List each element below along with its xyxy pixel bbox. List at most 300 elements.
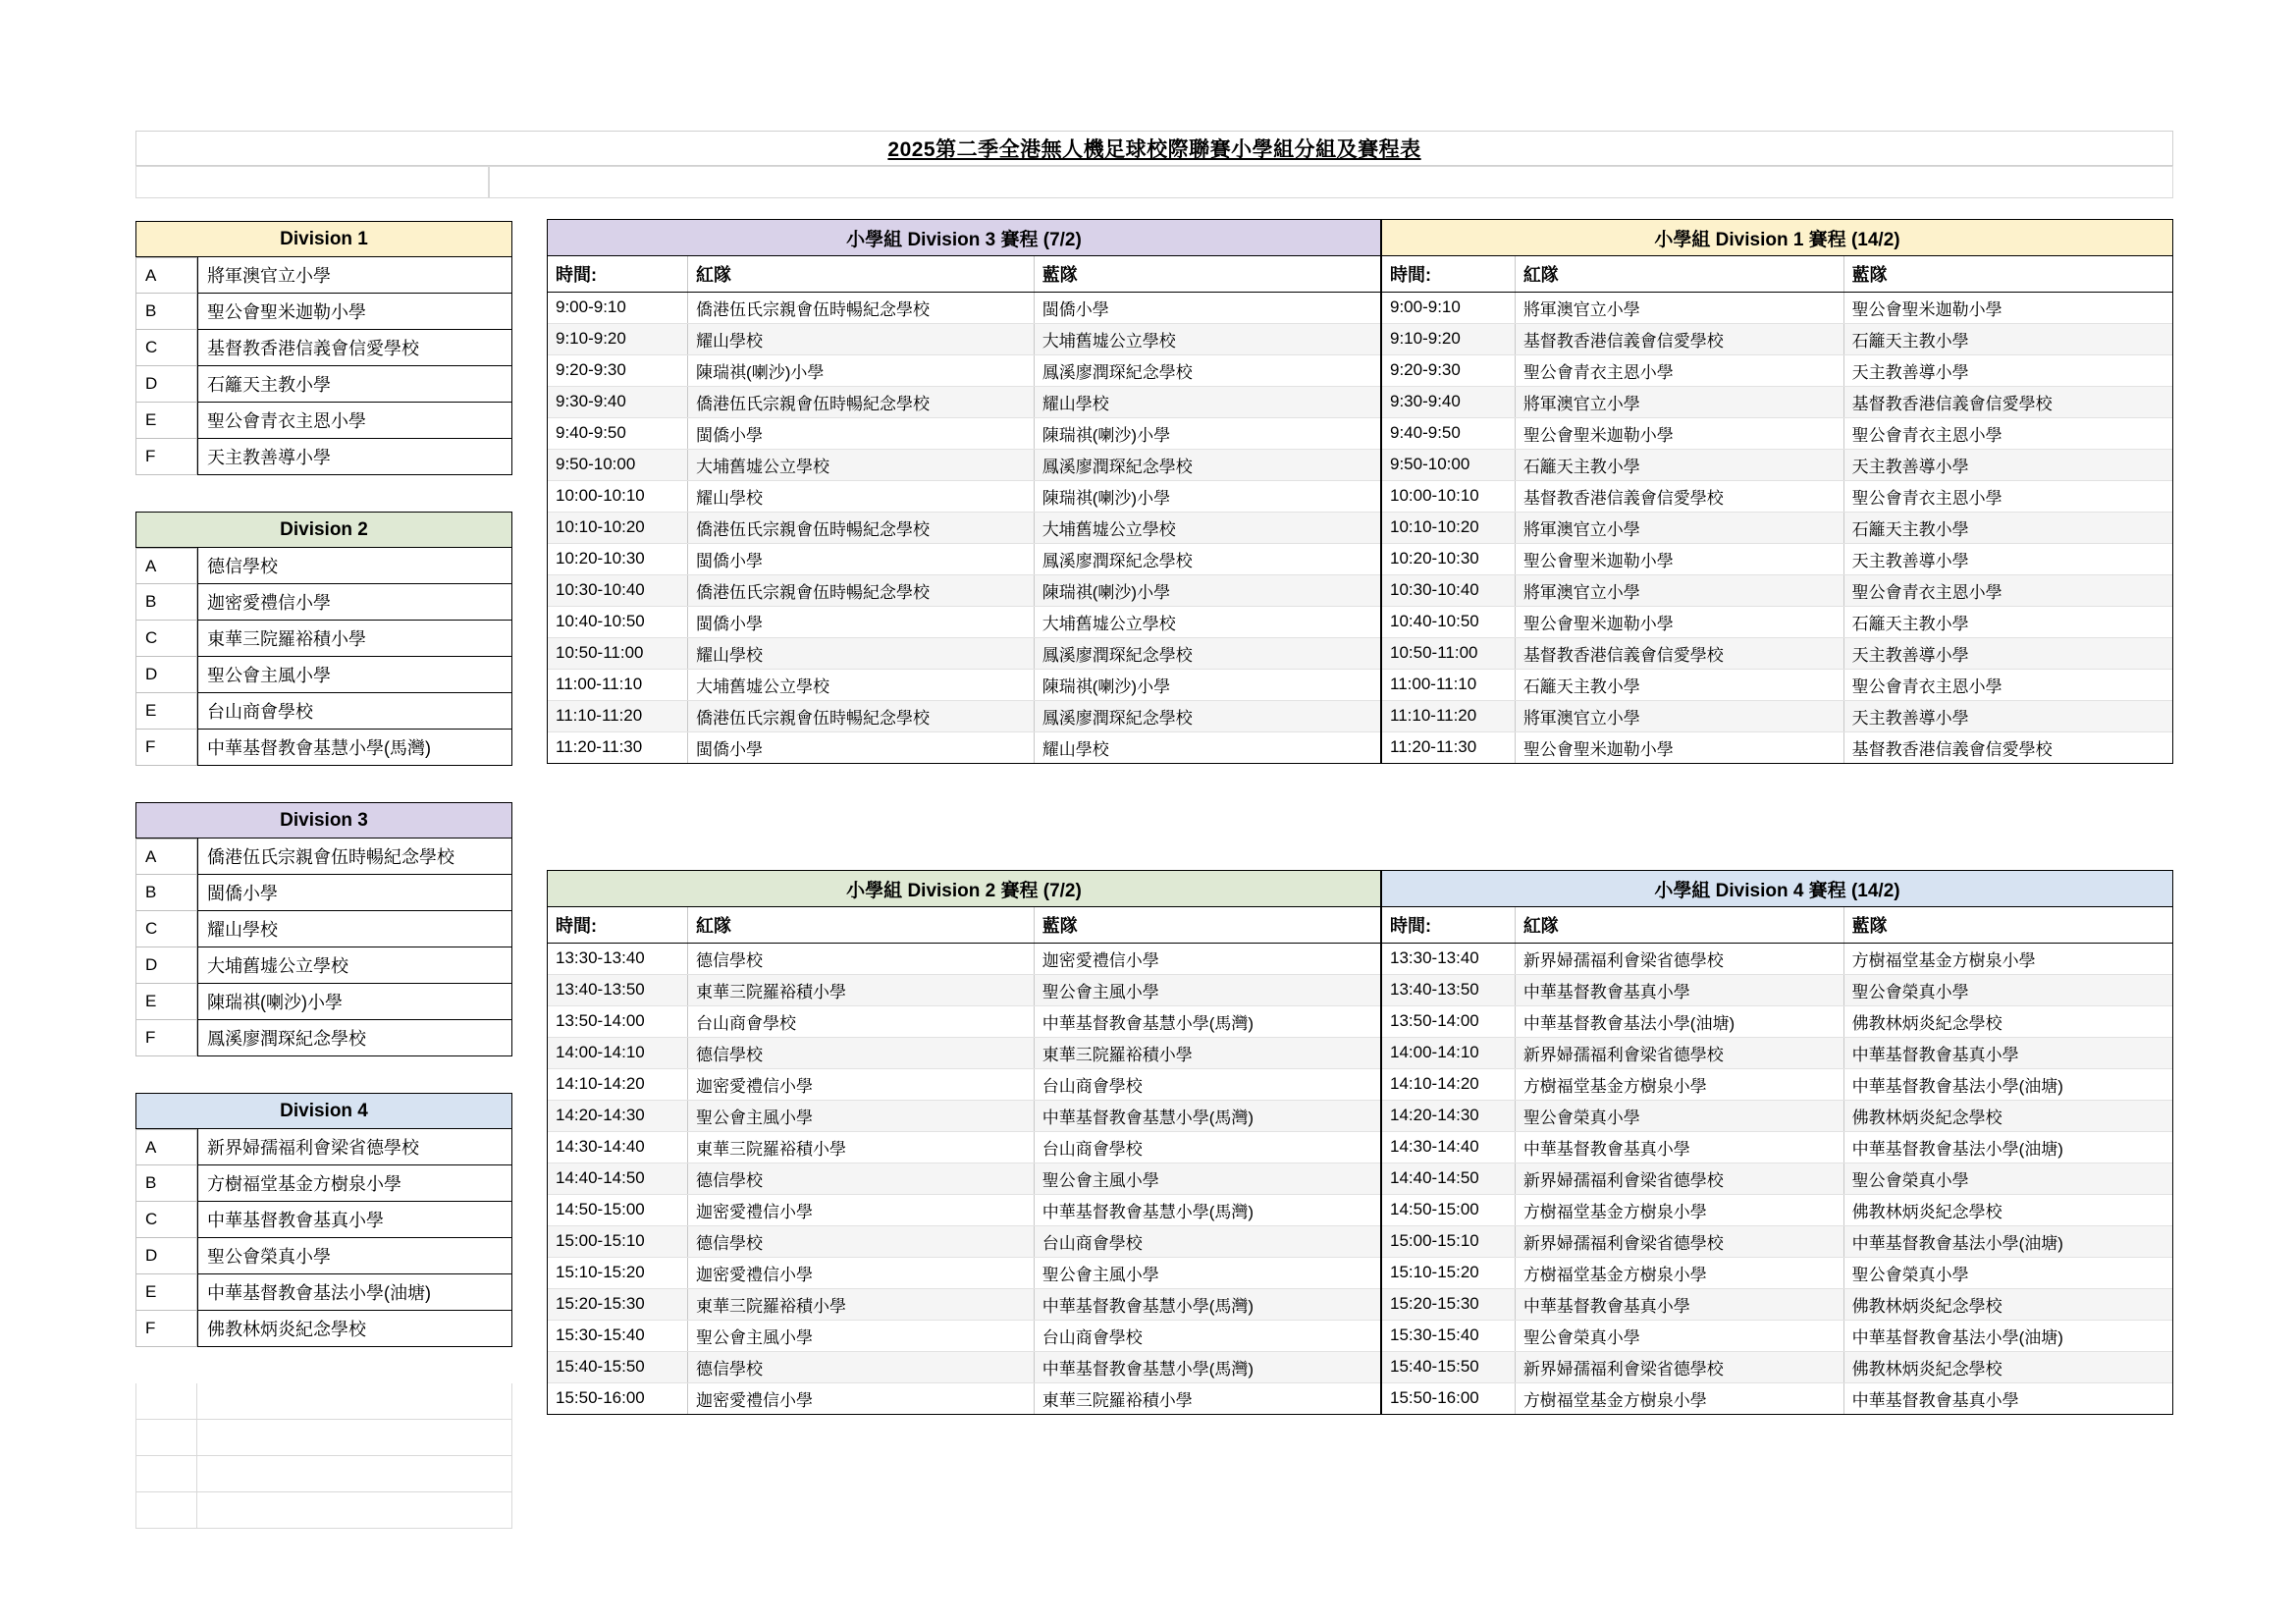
match-blue-team: 天主教善導小學	[1843, 354, 2172, 386]
division-team-row	[135, 548, 512, 584]
team-key: F	[135, 1311, 197, 1347]
empty-cell	[197, 1383, 512, 1420]
match-time: 10:10-10:20	[548, 512, 688, 543]
table-row	[548, 1257, 1380, 1288]
match-time: 15:30-15:40	[1382, 1320, 1515, 1351]
match-blue-team: 中華基督教會基法小學(油塘)	[1843, 1068, 2172, 1100]
match-time: 14:50-15:00	[1382, 1194, 1515, 1225]
match-red-team: 台山商會學校	[688, 1005, 1035, 1037]
match-blue-team: 石籬天主教小學	[1843, 606, 2172, 637]
column-header-time: 時間:	[548, 256, 688, 292]
table-row	[548, 480, 1380, 512]
team-school-name: 聖公會榮真小學	[197, 1238, 512, 1274]
team-key: F	[135, 730, 197, 766]
match-blue-team: 中華基督教會基慧小學(馬灣)	[1034, 1288, 1380, 1320]
match-time: 9:20-9:30	[548, 354, 688, 386]
table-row	[1382, 1382, 2172, 1414]
match-time: 15:30-15:40	[548, 1320, 688, 1351]
match-red-team: 中華基督教會基真小學	[1515, 1131, 1843, 1163]
table-row	[1382, 354, 2172, 386]
match-time: 13:40-13:50	[548, 974, 688, 1005]
column-header-time: 時間:	[1382, 907, 1515, 943]
match-red-team: 方樹福堂基金方樹泉小學	[1515, 1382, 1843, 1414]
table-row	[548, 1005, 1380, 1037]
table-row	[1382, 1194, 2172, 1225]
match-blue-team: 台山商會學校	[1034, 1131, 1380, 1163]
match-time: 13:30-13:40	[1382, 943, 1515, 974]
team-key: D	[135, 657, 197, 693]
match-blue-team: 佛教林炳炎紀念學校	[1843, 1351, 2172, 1382]
team-key: A	[135, 257, 197, 294]
team-key: C	[135, 330, 197, 366]
table-row	[548, 292, 1380, 323]
table-row	[548, 417, 1380, 449]
empty-cell	[135, 1456, 197, 1492]
team-key: D	[135, 947, 197, 984]
match-red-team: 聖公會聖米迦勒小學	[1515, 731, 1843, 763]
match-blue-team: 鳳溪廖潤琛紀念學校	[1034, 449, 1380, 480]
match-red-team: 聖公會聖米迦勒小學	[1515, 417, 1843, 449]
team-key: F	[135, 1020, 197, 1056]
table-row	[548, 323, 1380, 354]
match-red-team: 將軍澳官立小學	[1515, 292, 1843, 323]
table-row	[1382, 512, 2172, 543]
table-row	[548, 1288, 1380, 1320]
empty-row	[135, 1456, 512, 1492]
division-team-row	[135, 693, 512, 730]
match-time: 9:30-9:40	[1382, 386, 1515, 417]
team-school-name: 方樹福堂基金方樹泉小學	[197, 1165, 512, 1202]
match-time: 14:30-14:40	[1382, 1131, 1515, 1163]
team-school-name: 閩僑小學	[197, 875, 512, 911]
table-row	[1382, 1288, 2172, 1320]
schedule-table-division-4	[1381, 870, 2173, 1415]
team-key: D	[135, 366, 197, 403]
match-blue-team: 聖公會青衣主恩小學	[1843, 574, 2172, 606]
match-table	[548, 256, 1380, 763]
table-row	[548, 354, 1380, 386]
match-blue-team: 閩僑小學	[1034, 292, 1380, 323]
match-red-team: 迦密愛禮信小學	[688, 1382, 1035, 1414]
match-red-team: 將軍澳官立小學	[1515, 700, 1843, 731]
team-key: D	[135, 1238, 197, 1274]
table-row	[1382, 323, 2172, 354]
division-team-row	[135, 294, 512, 330]
division-team-row	[135, 439, 512, 475]
match-blue-team: 鳳溪廖潤琛紀念學校	[1034, 354, 1380, 386]
match-time: 14:50-15:00	[548, 1194, 688, 1225]
division-team-row	[135, 1202, 512, 1238]
match-time: 13:50-14:00	[1382, 1005, 1515, 1037]
table-row	[548, 731, 1380, 763]
match-red-team: 聖公會聖米迦勒小學	[1515, 606, 1843, 637]
match-red-team: 中華基督教會基法小學(油塘)	[1515, 1005, 1843, 1037]
match-blue-team: 中華基督教會基慧小學(馬灣)	[1034, 1194, 1380, 1225]
table-row	[1382, 1257, 2172, 1288]
division-team-row	[135, 839, 512, 875]
match-red-team: 迦密愛禮信小學	[688, 1068, 1035, 1100]
table-row	[548, 1068, 1380, 1100]
team-key: B	[135, 875, 197, 911]
division-name: Division 4	[280, 1100, 368, 1121]
match-red-team: 僑港伍氏宗親會伍時暢紀念學校	[688, 292, 1035, 323]
team-key: E	[135, 1274, 197, 1311]
table-row	[548, 1320, 1380, 1351]
match-blue-team: 聖公會榮真小學	[1843, 1163, 2172, 1194]
division-team-row	[135, 257, 512, 294]
match-blue-team: 天主教善導小學	[1843, 700, 2172, 731]
match-red-team: 耀山學校	[688, 480, 1035, 512]
match-blue-team: 石籬天主教小學	[1843, 323, 2172, 354]
schedule-heading-label: 小學組 Division 3 賽程 (7/2)	[846, 229, 1082, 250]
table-header-row	[1382, 907, 2172, 943]
match-time: 11:10-11:20	[1382, 700, 1515, 731]
schedule-heading	[1382, 871, 2172, 907]
table-row	[548, 637, 1380, 669]
match-blue-team: 中華基督教會基真小學	[1843, 1037, 2172, 1068]
match-blue-team: 基督教香港信義會信愛學校	[1843, 386, 2172, 417]
team-key: B	[135, 584, 197, 621]
team-school-name: 東華三院羅裕積小學	[197, 621, 512, 657]
match-time: 10:40-10:50	[548, 606, 688, 637]
match-blue-team: 迦密愛禮信小學	[1034, 943, 1380, 974]
division-team-row	[135, 657, 512, 693]
table-header-row	[548, 256, 1380, 292]
table-row	[1382, 731, 2172, 763]
match-red-team: 新界婦孺福利會梁省德學校	[1515, 1225, 1843, 1257]
match-blue-team: 鳳溪廖潤琛紀念學校	[1034, 700, 1380, 731]
match-red-team: 迦密愛禮信小學	[688, 1257, 1035, 1288]
table-row	[1382, 1131, 2172, 1163]
match-blue-team: 聖公會榮真小學	[1843, 974, 2172, 1005]
match-time: 15:40-15:50	[1382, 1351, 1515, 1382]
match-red-team: 僑港伍氏宗親會伍時暢紀念學校	[688, 386, 1035, 417]
division-team-row	[135, 875, 512, 911]
match-time: 14:00-14:10	[548, 1037, 688, 1068]
match-red-team: 基督教香港信義會信愛學校	[1515, 637, 1843, 669]
table-row	[1382, 574, 2172, 606]
match-blue-team: 陳瑞祺(喇沙)小學	[1034, 669, 1380, 700]
match-time: 10:50-11:00	[1382, 637, 1515, 669]
match-time: 10:50-11:00	[548, 637, 688, 669]
team-school-name: 耀山學校	[197, 911, 512, 947]
match-red-team: 新界婦孺福利會梁省德學校	[1515, 1037, 1843, 1068]
match-table	[1382, 907, 2172, 1414]
team-school-name: 台山商會學校	[197, 693, 512, 730]
table-row	[548, 1225, 1380, 1257]
table-row	[1382, 543, 2172, 574]
table-row	[1382, 1225, 2172, 1257]
match-blue-team: 大埔舊墟公立學校	[1034, 606, 1380, 637]
match-time: 13:40-13:50	[1382, 974, 1515, 1005]
team-school-name: 聖公會主風小學	[197, 657, 512, 693]
filler-cell-left	[135, 166, 489, 198]
match-blue-team: 中華基督教會基法小學(油塘)	[1843, 1225, 2172, 1257]
team-school-name: 鳳溪廖潤琛紀念學校	[197, 1020, 512, 1056]
match-red-team: 方樹福堂基金方樹泉小學	[1515, 1194, 1843, 1225]
schedule-heading-label: 小學組 Division 4 賽程 (14/2)	[1654, 880, 1900, 901]
table-row	[548, 1194, 1380, 1225]
division-team-row	[135, 403, 512, 439]
table-row	[548, 512, 1380, 543]
division-block-4	[135, 1093, 512, 1347]
team-school-name: 聖公會青衣主恩小學	[197, 403, 512, 439]
column-header-blue-team: 藍隊	[1034, 256, 1380, 292]
empty-cell	[135, 1383, 197, 1420]
match-blue-team: 方樹福堂基金方樹泉小學	[1843, 943, 2172, 974]
division-team-row	[135, 730, 512, 766]
team-key: E	[135, 693, 197, 730]
schedule-heading-label: 小學組 Division 2 賽程 (7/2)	[846, 880, 1082, 901]
schedule-table-division-1	[1381, 219, 2173, 764]
document-title-row	[135, 131, 2173, 166]
match-time: 15:10-15:20	[548, 1257, 688, 1288]
match-time: 14:10-14:20	[1382, 1068, 1515, 1100]
team-school-name: 石籬天主教小學	[197, 366, 512, 403]
match-blue-team: 台山商會學校	[1034, 1068, 1380, 1100]
table-row	[1382, 449, 2172, 480]
table-row	[1382, 1320, 2172, 1351]
match-time: 9:40-9:50	[548, 417, 688, 449]
empty-cell	[135, 1492, 197, 1529]
match-red-team: 德信學校	[688, 1225, 1035, 1257]
match-time: 9:10-9:20	[548, 323, 688, 354]
table-row	[548, 1382, 1380, 1414]
match-red-team: 聖公會青衣主恩小學	[1515, 354, 1843, 386]
empty-row	[135, 1492, 512, 1529]
team-key: A	[135, 548, 197, 584]
match-blue-team: 中華基督教會基慧小學(馬灣)	[1034, 1005, 1380, 1037]
match-blue-team: 陳瑞祺(喇沙)小學	[1034, 480, 1380, 512]
division-header	[135, 221, 512, 257]
table-row	[548, 669, 1380, 700]
match-red-team: 聖公會主風小學	[688, 1320, 1035, 1351]
match-time: 9:00-9:10	[548, 292, 688, 323]
match-time: 10:00-10:10	[548, 480, 688, 512]
table-row	[548, 449, 1380, 480]
empty-row	[135, 1420, 512, 1456]
table-row	[1382, 974, 2172, 1005]
match-red-team: 耀山學校	[688, 323, 1035, 354]
team-key: F	[135, 439, 197, 475]
column-header-time: 時間:	[1382, 256, 1515, 292]
team-key: C	[135, 621, 197, 657]
table-row	[548, 574, 1380, 606]
match-red-team: 東華三院羅裕積小學	[688, 974, 1035, 1005]
match-time: 9:50-10:00	[1382, 449, 1515, 480]
division-team-row	[135, 366, 512, 403]
match-red-team: 新界婦孺福利會梁省德學校	[1515, 1163, 1843, 1194]
match-red-team: 石籬天主教小學	[1515, 669, 1843, 700]
match-red-team: 閩僑小學	[688, 731, 1035, 763]
match-red-team: 僑港伍氏宗親會伍時暢紀念學校	[688, 574, 1035, 606]
match-red-team: 閩僑小學	[688, 417, 1035, 449]
column-header-blue-team: 藍隊	[1034, 907, 1380, 943]
match-blue-team: 耀山學校	[1041, 739, 1109, 759]
division-name: Division 3	[280, 809, 368, 831]
match-blue-team: 聖公會青衣主恩小學	[1843, 417, 2172, 449]
table-row	[1382, 417, 2172, 449]
match-time: 11:20-11:30	[548, 731, 688, 763]
match-blue-team: 聖公會主風小學	[1034, 1163, 1380, 1194]
match-blue-team: 中華基督教會基法小學(油塘)	[1843, 1320, 2172, 1351]
match-blue-team: 天主教善導小學	[1843, 637, 2172, 669]
schedule-heading	[548, 871, 1380, 907]
match-red-team: 德信學校	[688, 1163, 1035, 1194]
page-title: 2025第二季全港無人機足球校際聯賽小學組分組及賽程表	[887, 138, 1421, 161]
match-time: 14:00-14:10	[1382, 1037, 1515, 1068]
match-time: 14:40-14:50	[548, 1163, 688, 1194]
division-team-row	[135, 1238, 512, 1274]
match-red-team: 閩僑小學	[688, 543, 1035, 574]
match-time: 9:40-9:50	[1382, 417, 1515, 449]
schedule-heading-label: 小學組 Division 1 賽程 (14/2)	[1654, 229, 1900, 250]
match-time: 10:40-10:50	[1382, 606, 1515, 637]
team-school-name: 德信學校	[197, 548, 512, 584]
table-row	[548, 1131, 1380, 1163]
match-time: 9:00-9:10	[1382, 292, 1515, 323]
table-row	[1382, 700, 2172, 731]
schedule-heading	[1382, 220, 2172, 256]
team-key: E	[135, 984, 197, 1020]
division-team-row	[135, 584, 512, 621]
match-time: 14:20-14:30	[1382, 1100, 1515, 1131]
division-team-row	[135, 1020, 512, 1056]
match-blue-team: 聖公會主風小學	[1034, 974, 1380, 1005]
match-red-team: 聖公會主風小學	[688, 1100, 1035, 1131]
match-red-team: 石籬天主教小學	[1515, 449, 1843, 480]
match-time: 15:50-16:00	[548, 1382, 688, 1414]
match-red-team: 聖公會榮真小學	[1515, 1320, 1843, 1351]
match-red-team: 僑港伍氏宗親會伍時暢紀念學校	[688, 700, 1035, 731]
match-time: 15:40-15:50	[548, 1351, 688, 1382]
column-header-red-team: 紅隊	[688, 907, 1035, 943]
match-time: 15:00-15:10	[1382, 1225, 1515, 1257]
match-time: 10:30-10:40	[548, 574, 688, 606]
team-school-name: 天主教善導小學	[197, 439, 512, 475]
team-key: C	[135, 1202, 197, 1238]
match-blue-team: 聖公會青衣主恩小學	[1843, 480, 2172, 512]
match-blue-team: 聖公會聖米迦勒小學	[1843, 292, 2172, 323]
table-header-row	[1382, 256, 2172, 292]
match-red-team: 聖公會榮真小學	[1515, 1100, 1843, 1131]
team-key: A	[135, 839, 197, 875]
division-team-row	[135, 1165, 512, 1202]
team-school-name: 新界婦孺福利會梁省德學校	[197, 1129, 512, 1165]
match-blue-team: 陳瑞祺(喇沙)小學	[1034, 417, 1380, 449]
match-blue-team: 佛教林炳炎紀念學校	[1843, 1194, 2172, 1225]
match-time: 14:40-14:50	[1382, 1163, 1515, 1194]
column-header-red-team: 紅隊	[1515, 256, 1843, 292]
division-block-3	[135, 802, 512, 1056]
match-time: 15:10-15:20	[1382, 1257, 1515, 1288]
match-time: 10:30-10:40	[1382, 574, 1515, 606]
table-row	[548, 606, 1380, 637]
division-block-2	[135, 512, 512, 766]
table-row	[1382, 1037, 2172, 1068]
table-header-row	[548, 907, 1380, 943]
team-school-name: 迦密愛禮信小學	[197, 584, 512, 621]
team-key: B	[135, 294, 197, 330]
column-header-blue-team: 藍隊	[1843, 907, 2172, 943]
table-row	[548, 974, 1380, 1005]
filler-cell-right	[489, 166, 2173, 198]
division-team-row	[135, 330, 512, 366]
match-red-team: 耀山學校	[688, 637, 1035, 669]
match-red-team: 德信學校	[688, 1351, 1035, 1382]
match-blue-team: 聖公會主風小學	[1034, 1257, 1380, 1288]
match-red-team: 方樹福堂基金方樹泉小學	[1515, 1068, 1843, 1100]
match-blue-team: 中華基督教會基法小學(油塘)	[1843, 1131, 2172, 1163]
empty-cell	[197, 1456, 512, 1492]
empty-cell	[197, 1420, 512, 1456]
division-team-row	[135, 1129, 512, 1165]
table-row	[1382, 1068, 2172, 1100]
match-red-team: 將軍澳官立小學	[1515, 512, 1843, 543]
match-blue-team: 東華三院羅裕積小學	[1034, 1037, 1380, 1068]
match-red-team: 閩僑小學	[688, 606, 1035, 637]
table-row	[548, 1100, 1380, 1131]
match-time: 9:10-9:20	[1382, 323, 1515, 354]
match-blue-team: 基督教香港信義會信愛學校	[1851, 739, 2053, 759]
team-school-name: 佛教林炳炎紀念學校	[197, 1311, 512, 1347]
team-key: B	[135, 1165, 197, 1202]
match-red-team: 德信學校	[688, 943, 1035, 974]
match-red-team: 僑港伍氏宗親會伍時暢紀念學校	[688, 512, 1035, 543]
division-team-row	[135, 621, 512, 657]
match-time: 13:50-14:00	[548, 1005, 688, 1037]
match-red-team: 大埔舊墟公立學校	[688, 669, 1035, 700]
table-row	[548, 700, 1380, 731]
match-time: 9:50-10:00	[548, 449, 688, 480]
match-red-team: 德信學校	[688, 1037, 1035, 1068]
match-blue-team: 台山商會學校	[1034, 1225, 1380, 1257]
table-row	[1382, 480, 2172, 512]
match-red-team: 聖公會聖米迦勒小學	[1515, 543, 1843, 574]
table-row	[548, 386, 1380, 417]
match-time: 15:20-15:30	[1382, 1288, 1515, 1320]
table-row	[1382, 292, 2172, 323]
match-red-team: 新界婦孺福利會梁省德學校	[1515, 1351, 1843, 1382]
match-time: 14:30-14:40	[548, 1131, 688, 1163]
division-header	[135, 512, 512, 548]
match-blue-team: 石籬天主教小學	[1843, 512, 2172, 543]
match-blue-team: 大埔舊墟公立學校	[1034, 512, 1380, 543]
team-school-name: 大埔舊墟公立學校	[197, 947, 512, 984]
schedule-table-division-3	[547, 219, 1381, 764]
match-time: 14:20-14:30	[548, 1100, 688, 1131]
table-row	[1382, 1163, 2172, 1194]
match-time: 10:10-10:20	[1382, 512, 1515, 543]
match-red-team: 中華基督教會基真小學	[1515, 1288, 1843, 1320]
table-row	[1382, 943, 2172, 974]
match-time: 15:00-15:10	[548, 1225, 688, 1257]
match-blue-team: 天主教善導小學	[1843, 449, 2172, 480]
match-blue-team: 聖公會榮真小學	[1843, 1257, 2172, 1288]
match-red-team: 迦密愛禮信小學	[688, 1194, 1035, 1225]
column-header-red-team: 紅隊	[1515, 907, 1843, 943]
division-team-row	[135, 947, 512, 984]
match-time: 11:00-11:10	[548, 669, 688, 700]
match-blue-team: 中華基督教會基真小學	[1851, 1390, 2019, 1410]
team-school-name: 聖公會聖米迦勒小學	[197, 294, 512, 330]
empty-grid-rows	[135, 1383, 512, 1529]
match-blue-team: 中華基督教會基慧小學(馬灣)	[1034, 1351, 1380, 1382]
match-time: 9:20-9:30	[1382, 354, 1515, 386]
match-red-team: 大埔舊墟公立學校	[688, 449, 1035, 480]
match-red-team: 基督教香港信義會信愛學校	[1515, 480, 1843, 512]
table-row	[1382, 386, 2172, 417]
